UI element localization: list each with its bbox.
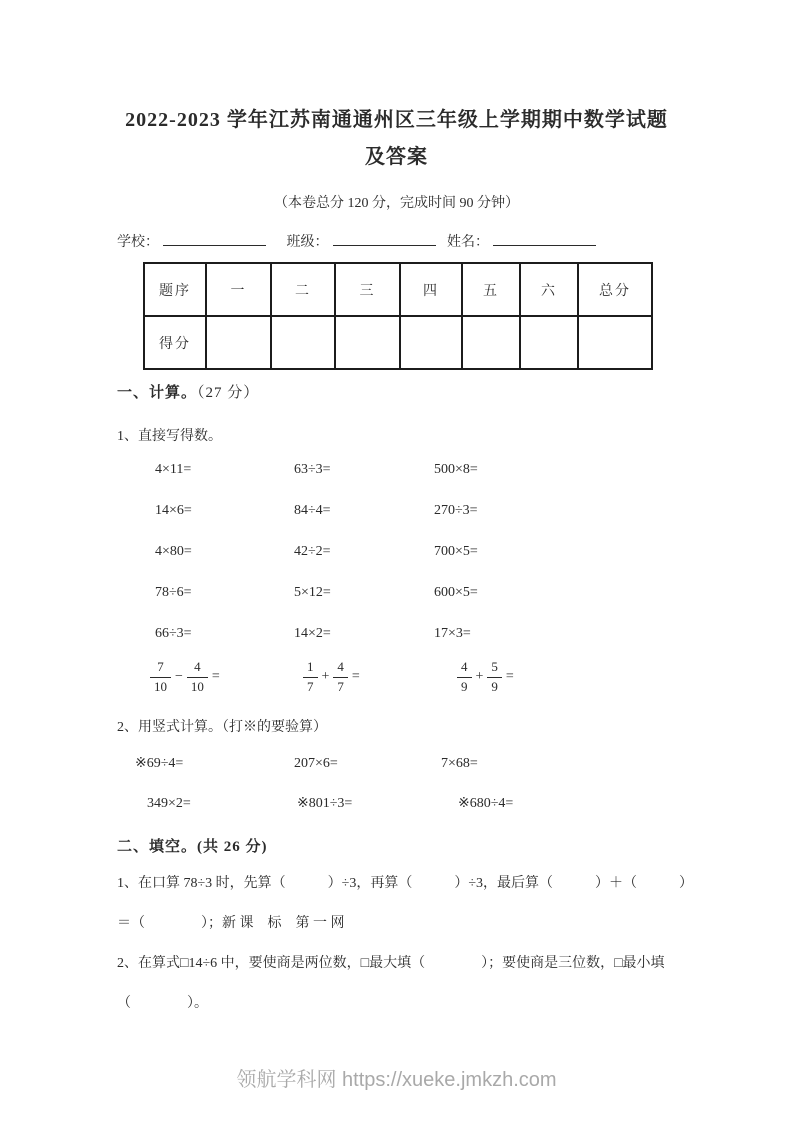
oral-expression: 84÷4= bbox=[294, 503, 331, 518]
section2-body bbox=[117, 864, 694, 1024]
oral-expression: 600×5= bbox=[434, 585, 478, 600]
oral-expression: 66÷3= bbox=[155, 626, 192, 641]
oral-row bbox=[117, 531, 677, 572]
fraction-numerator: 1 bbox=[303, 659, 318, 678]
vertical-expression: 349×2= bbox=[147, 796, 191, 811]
section2-q2-line2: （ ）。 bbox=[117, 996, 208, 1011]
page-title-line2: 及答案 bbox=[365, 146, 428, 168]
oral-expression: 4×11= bbox=[155, 462, 192, 477]
fraction bbox=[150, 659, 171, 696]
section1-heading-points: （27 分） bbox=[197, 385, 260, 401]
fraction-expression bbox=[303, 653, 364, 701]
score-empty-cell bbox=[400, 316, 462, 369]
fraction-denominator: 10 bbox=[190, 678, 204, 694]
score-table-header-cell: 总分 bbox=[578, 263, 652, 316]
section2-q1-line2: ＝（ ）；新 课 标 第 一 网 bbox=[117, 916, 345, 931]
fraction bbox=[187, 659, 208, 696]
score-table-header-cell: 四 bbox=[400, 263, 462, 316]
score-table bbox=[143, 262, 653, 370]
oral-row bbox=[117, 572, 677, 613]
fraction-denominator: 9 bbox=[491, 678, 498, 694]
school-blank-line bbox=[163, 231, 266, 246]
fraction-numerator: 4 bbox=[457, 659, 472, 678]
vertical-expression: 7×68= bbox=[441, 756, 478, 771]
oral-expression: 14×6= bbox=[155, 503, 192, 518]
equals-sign: = bbox=[351, 669, 360, 684]
name-blank-line bbox=[493, 231, 596, 246]
section1-q2-label: 2、用竖式计算。（打※的要验算） bbox=[117, 720, 327, 735]
fraction-denominator: 9 bbox=[461, 678, 468, 694]
vertical-calc-row bbox=[117, 784, 697, 824]
vertical-expression: ※69÷4= bbox=[135, 756, 184, 771]
oral-row bbox=[117, 613, 677, 654]
oral-expression: 42÷2= bbox=[294, 544, 331, 559]
fraction bbox=[487, 659, 502, 696]
name-label: 姓名： bbox=[447, 235, 489, 250]
operator: + bbox=[475, 669, 484, 684]
score-row-label-cell: 得分 bbox=[144, 316, 206, 369]
score-empty-cell bbox=[206, 316, 271, 369]
score-table-header-row bbox=[144, 263, 652, 316]
class-blank-line bbox=[333, 231, 436, 246]
operator: − bbox=[175, 669, 183, 684]
fraction-denominator: 10 bbox=[154, 678, 167, 694]
section2-heading: 二、填空。(共 26 分) bbox=[117, 839, 268, 855]
oral-row bbox=[117, 490, 677, 531]
fraction-numerator: 7 bbox=[150, 659, 171, 678]
fraction bbox=[303, 659, 318, 696]
fraction bbox=[333, 659, 348, 696]
operator: + bbox=[321, 669, 330, 684]
oral-calculation-grid bbox=[117, 449, 677, 654]
fraction bbox=[457, 659, 472, 696]
fraction-expression bbox=[457, 653, 518, 701]
oral-expression: 14×2= bbox=[294, 626, 331, 641]
section1-q1-label: 1、直接写得数。 bbox=[117, 429, 222, 444]
school-label: 学校： bbox=[117, 235, 159, 250]
page-title bbox=[0, 102, 793, 176]
exam-subtitle: （本卷总分 120 分，完成时间 90 分钟） bbox=[274, 196, 519, 211]
oral-expression: 700×5= bbox=[434, 544, 478, 559]
fraction-expressions-row bbox=[117, 653, 717, 701]
section1-heading-bold: 一、计算。 bbox=[117, 385, 198, 401]
score-table-header-cell: 二 bbox=[271, 263, 335, 316]
oral-row bbox=[117, 449, 677, 490]
fraction-denominator: 7 bbox=[337, 678, 344, 694]
equals-sign: = bbox=[211, 669, 220, 684]
section1-heading bbox=[117, 381, 259, 402]
fraction-denominator: 7 bbox=[307, 678, 314, 694]
oral-expression: 270÷3= bbox=[434, 503, 478, 518]
oral-expression: 17×3= bbox=[434, 626, 471, 641]
oral-expression: 500×8= bbox=[434, 462, 478, 477]
fraction-numerator: 4 bbox=[187, 659, 208, 678]
oral-expression: 78÷6= bbox=[155, 585, 192, 600]
class-label: 班级： bbox=[286, 235, 329, 250]
score-empty-cell bbox=[271, 316, 335, 369]
student-info-line bbox=[117, 231, 596, 251]
vertical-expression: ※801÷3= bbox=[297, 796, 353, 811]
section2-q1-line1: 1、在口算 78÷3 时，先算（ ）÷3，再算（ ）÷3，最后算（ ）＋（ ） bbox=[117, 876, 694, 891]
fraction-numerator: 5 bbox=[487, 659, 502, 678]
oral-expression: 63÷3= bbox=[294, 462, 331, 477]
vertical-calc-row bbox=[117, 744, 697, 784]
score-empty-cell bbox=[462, 316, 520, 369]
page-title-line1: 2022-2023 学年江苏南通通州区三年级上学期期中数学试题 bbox=[125, 109, 668, 131]
section2-q2-line1: 2、在算式□14÷6 中，要使商是两位数，□最大填（ ）；要使商是三位数，□最小填 bbox=[117, 956, 665, 971]
oral-expression: 5×12= bbox=[294, 585, 331, 600]
equals-sign: = bbox=[505, 669, 514, 684]
fraction-expression bbox=[150, 653, 224, 701]
oral-expression: 4×80= bbox=[155, 544, 192, 559]
score-table-header-cell: 六 bbox=[520, 263, 578, 316]
score-table-header-cell: 三 bbox=[335, 263, 400, 316]
score-table-header-cell: 一 bbox=[206, 263, 271, 316]
fraction-numerator: 4 bbox=[333, 659, 348, 678]
score-table-score-row bbox=[144, 316, 652, 369]
score-empty-cell bbox=[520, 316, 578, 369]
score-table-header-cell: 题序 bbox=[144, 263, 206, 316]
vertical-expression: ※680÷4= bbox=[458, 796, 514, 811]
vertical-expression: 207×6= bbox=[294, 756, 338, 771]
score-empty-cell bbox=[578, 316, 652, 369]
site-watermark: 领航学科网 https://xueke.jmkzh.com bbox=[236, 1069, 557, 1091]
score-empty-cell bbox=[335, 316, 400, 369]
vertical-calculation-grid bbox=[117, 744, 697, 824]
score-table-header-cell: 五 bbox=[462, 263, 520, 316]
